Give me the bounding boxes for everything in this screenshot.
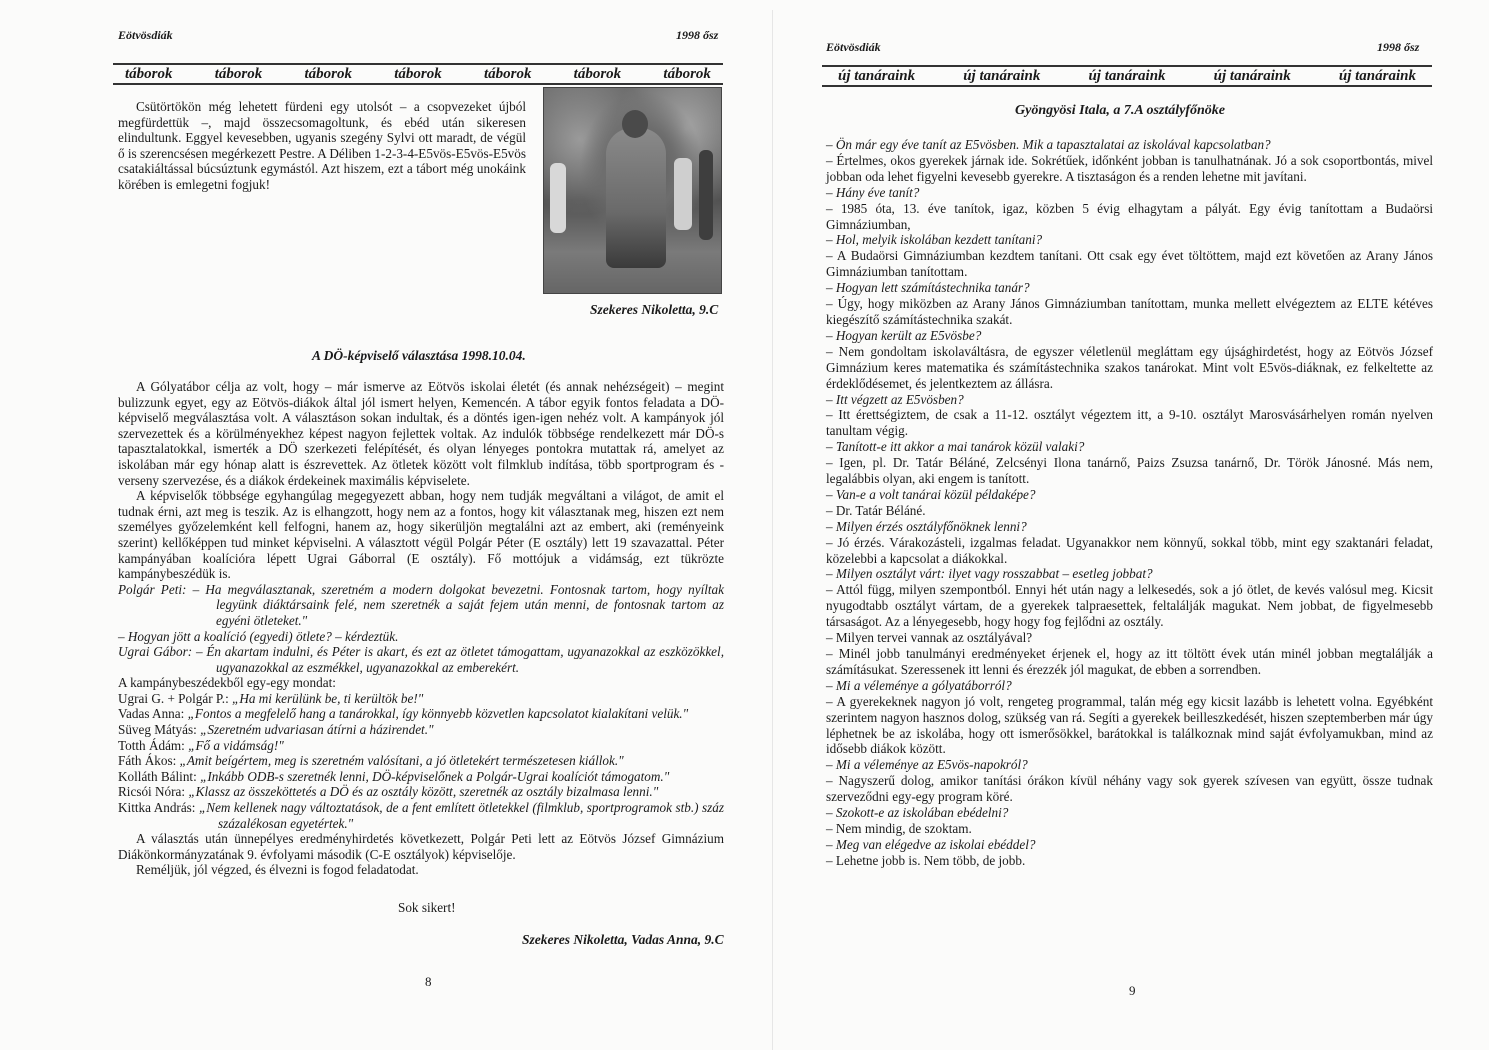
quote-text: „Ha mi kerülünk be, ti kerültök be!" <box>232 690 424 706</box>
section-tab-label: új tanáraink <box>963 67 1041 84</box>
body-paragraph: A képviselők többsége egyhangúlag megegyezett abban, hogy nem tudják megváltani a világot, de amit el tudnak érni, azt meg is teszik. Az is elhangzott, hogy nem az a fontos, hogy kit választanak meg, hiszen ezt nem személyes győzelemként kell felfogni, hanem az, hogy sikerüljön megtalálni azt az embert, aki (reményeink szerint) kellőképpen tud minket képviselni. A választott végül Polgár Péter (E osztály) lett 19 szavazattal. Péter kampányában koalícióra lépett Ugrai Gáborral (E osztály). Fő mottójuk a vidámság, ezt tükrözte kampánybeszédük is. <box>118 488 724 582</box>
section-tab-label: új tanáraink <box>1213 67 1291 84</box>
intro-paragraph: Csütörtökön még lehetett fürdeni egy utolsót – a csopvezeket újból megfürdettük –, majd összecsomagoltunk, és ebéd után sikeresen elindultunk. Eggyel kevesebben, ugyanis szegény Sylvi ott maradt, de végül ő is szerencsésen megérkezett Pestre. A Déliben 1-2-3-4-E5vös-E5vös-E5vös csatakiáltással búcsúztunk egymástól. Azt hiszem, ezt a tábort még unokáink körében is emlegetni fogjuk! <box>118 99 526 192</box>
interview-question: – Mi a véleménye az E5vös-napokról? <box>826 757 1028 773</box>
quote-text: „Fontos a megfelelő hang a tanárokkal, így könnyebb közvetlen kapcsolatot kialakítani velük." <box>187 706 689 722</box>
speaker-name: Kolláth Bálint: <box>118 768 197 784</box>
quote-text: „Amit beígértem, meg is szeretném valósítani, a jó ötletekért természetesen kiállok." <box>179 753 624 769</box>
quote-line <box>118 784 724 800</box>
quote-line <box>118 800 724 831</box>
speaker-name: Polgár Peti: <box>118 581 187 597</box>
closing-paragraph: A választás után ünnepélyes eredményhirdetés következett, Polgár Peti lett az Eötvös József Gimnázium Diákönkormányzatának 9. évfolyami második (C-E osztályok) képviselője. <box>118 831 724 862</box>
interview-question: – Milyen osztályt várt: ilyet vagy rosszabbat – esetleg jobbat? <box>826 566 1153 582</box>
intro-text <box>118 99 526 193</box>
interview-question: – Itt végzett az E5vösben? <box>826 391 964 407</box>
speaker-name: Vadas Anna: <box>118 706 185 722</box>
interview-answer: – Milyen tervei vannak az osztályával? <box>826 630 1033 646</box>
section-tab-label: táborok <box>394 65 442 82</box>
interview-answer: – Nem gondoltam iskolaváltásra, de egyszer véletlenül megláttam egy újsághirdetést, hogy az Eötvös József Gimnázium keres matematika és számítástechnika szakos tanárokat. Mint volt E5vös-diáknak, ez felkeltette az érdeklődésemet, és jelentkeztem az állásra. <box>826 343 1433 391</box>
section-tab-label: táborok <box>214 65 263 82</box>
dialogue-text: – Én akartam indulni, és Péter is akart, és ezt az ötletet támogattam, ugyanazokkal az eszközökkel, ugyanazokkal az eszmékkel, ugyanazokkal az emberekért. <box>195 644 724 675</box>
interview-answer: – Nem mindig, de szoktam. <box>826 820 972 836</box>
body-paragraph: A Gólyatábor célja az volt, hogy – már ismerve az Eötvös iskolai életét (és annak nehézségeit) – megint bulizzunk egyet, egy az Eötvös-diákok által jól ismert helyen, Kemencén. A tábor egyik fontos feladata a DÖ-képviselő megválasztása volt. A választáson sokan indultak, és a döntés igen-igen nehéz volt. A kampányok jól szervezettek és a körülményekhez képest nagyon fejlettek voltak. Az indulók többsége rendelkezett már DÖ-s tapasztalatokkal, ismerték a DÖ szerkezeti felépítését, és olyan lényeges pontokra mutattak rá, amelyet az iskolában már egy hónap alatt is észrevettek. Az ötletek között volt filmklub indítása, több sportprogram és -verseny szervezése, és a diákok érdekeinek maximális képviselete. <box>118 379 724 488</box>
article-title: A DÖ-képviselő választása 1998.10.04. <box>312 348 526 363</box>
quote-text: „Nem kellenek nagy változtatások, de a fent említett ötletekkel (filmklub, sportprogramok stb.) száz százalékosan egyetértek." <box>198 800 724 831</box>
interview-question: – Ön már egy éve tanít az E5vösben. Mik a tapasztalatai az iskolával kapcsolatban? <box>826 137 1271 152</box>
camp-photo <box>543 87 722 294</box>
interview-answer: – A gyerekeknek nagyon jó volt, rengeteg programmal, talán még egy kicsit lazább is lehetett volna. Egyébként szerintem nagyon hasznos dolog, szükség van rá. Segíti a gyerekek beilleszkedését, hiszen szeptemberben már úgy léphetnek be az iskolába, hogy ott ismerősökkel, barátokkal is találkoznak mind saját évfolyamukban, mind az idősebb diákok között. <box>826 693 1433 757</box>
interview-question: – Tanított-e itt akkor a mai tanárok közül valaki? <box>826 439 1085 455</box>
interview-question: – Meg van elégedve az iskolai ebéddel? <box>826 836 1036 852</box>
page-9 <box>770 0 1489 1050</box>
interview-answer: – Itt érettségiztem, de csak a 11-12. osztályt végeztem itt, a 9-10. osztályt Marosvásárhelyen román nyelven tanultam végig. <box>826 407 1433 439</box>
page-number: 9 <box>1129 983 1136 998</box>
dialogue-line <box>118 644 724 675</box>
running-title: Eötvösdiák <box>118 28 173 42</box>
interview-question: – Milyen érzés osztályfőnöknek lenni? <box>826 518 1027 534</box>
byline: Szekeres Nikoletta, Vadas Anna, 9.C <box>522 932 724 947</box>
speaker-name: Süveg Mátyás: <box>118 722 197 738</box>
section-bar <box>822 65 1432 87</box>
speaker-name: Ugrai Gábor: <box>118 644 193 660</box>
interview-answer: – Minél jobb tanulmányi eredményeket érjenek el, hogy az itt töltött évek után minél jobban megtalálják a számításukat. Szeressenek itt lenni és érezzék jól magukat, de ebben a sorrendben. <box>826 646 1433 677</box>
closing-paragraph: Reméljük, jól végzed, és élvezni is fogod feladatodat. <box>136 862 419 878</box>
quote-text: „Inkább ODB-s szeretnék lenni, DÖ-képviselőnek a Polgár-Ugrai koalíciót támogatom." <box>200 768 670 784</box>
interview-answer: – 1985 óta, 13. éve tanítok, igaz, közben 5 évig elhagytam a pályát. Egy évig tanítottam a Budaörsi Gimnáziumban, <box>826 200 1433 232</box>
speaker-name: Ugrai G. + Polgár P.: <box>118 690 229 706</box>
interview-question: – Hogyan lett számítástechnika tanár? <box>826 280 1030 296</box>
sign-off: Sok sikert! <box>398 900 456 915</box>
quote-line <box>118 738 724 754</box>
interview-question: – Hol, melyik iskolában kezdett tanítani? <box>826 232 1043 248</box>
interview-answer: – A Budaörsi Gimnáziumban kezdtem tanítani. Ott csak egy évet töltöttem, majd ezt követően az Arany János Gimnáziumban tanítottam. <box>826 248 1433 280</box>
interview-body <box>826 137 1433 869</box>
section-tab-label: táborok <box>304 65 352 82</box>
running-date: 1998 ősz <box>676 28 719 42</box>
interview-answer: – Nagyszerű dolog, amikor tanítási órákon kívül néhány vagy sok gyerek szívesen van együtt, össze tudnak szerveződni egy-egy program köré. <box>826 773 1433 805</box>
interview-answer: – Igen, pl. Dr. Tatár Béláné, Zelcsényi Ilona tanárnő, Paizs Zsuzsa tanárnő, Dr. Török Jánosné. Más nem, legalábbis olyan, aki engem is tanított. <box>826 455 1433 487</box>
interview-question: – Hogyan került az E5vösbe? <box>826 327 982 343</box>
interview-question: – Van-e a volt tanárai közül példaképe? <box>826 486 1036 502</box>
speaker-name: Fáth Ákos: <box>118 753 177 769</box>
speaker-name: Kittka András: <box>118 800 196 816</box>
section-tab-label: új tanáraink <box>1088 67 1166 84</box>
quote-text: „Fő a vidámság!" <box>188 737 284 753</box>
dialogue-text: – Ha megválasztanak, szeretném a modern dolgokat bevezetni. Fontosnak tartom, hogy nyíltak legyünk diáktársaink felé, nem szeretnék a saját fejem után menni, de fontosnak tartom az egyéni ötleteket." <box>192 581 725 628</box>
dialogue-line <box>118 629 724 645</box>
interview-answer: – Jó érzés. Várakozásteli, izgalmas feladat. Ugyanakkor nem könnyű, sokkal több, mint egy szaktanári feladat, közelebbi a kapcsolat a diákokkal. <box>826 534 1433 566</box>
page-number: 8 <box>425 974 432 989</box>
quote-line <box>118 691 724 707</box>
speaker-name: Totth Ádám: <box>118 737 185 753</box>
section-bar <box>113 63 723 85</box>
running-date: 1998 ősz <box>1377 40 1420 54</box>
running-title: Eötvösdiák <box>826 40 881 54</box>
article-title: Gyöngyösi Itala, a 7.A osztályfőnöke <box>1015 103 1226 118</box>
quote-text: „Klassz az összeköttetés a DÖ és az osztály között, szeretnék az osztály bizalmasa lenni." <box>188 784 659 800</box>
quote-text: „Szeretném udvariasan átírni a házirendet." <box>200 722 434 738</box>
section-tab-label: táborok <box>125 65 173 82</box>
interview-answer: – Dr. Tatár Béláné. <box>826 502 926 518</box>
interview-question: – Szokott-e az iskolában ebédelni? <box>826 805 1009 821</box>
interview-answer: – Úgy, hogy miközben az Arany János Gimnáziumban tanítottam, munka mellett elvégeztem az ELTE kétéves kiegészítő számítástechnika szakát. <box>826 296 1433 327</box>
section-tab-label: táborok <box>663 65 711 82</box>
photo-credit: Szekeres Nikoletta, 9.C <box>590 302 719 317</box>
quote-line <box>118 706 724 722</box>
speaker-name: Ricsói Nóra: <box>118 784 186 800</box>
dialogue-text: – Hogyan jött a koalíció (egyedi) ötlete? – kérdeztük. <box>118 628 399 644</box>
quotes-intro: A kampánybeszédekből egy-egy mondat: <box>118 675 336 691</box>
section-tab-label: táborok <box>573 65 622 82</box>
section-tab-label: új tanáraink <box>838 67 916 84</box>
interview-answer: – Lehetne jobb is. Nem több, de jobb. <box>826 852 1026 868</box>
quote-line <box>118 722 724 738</box>
section-tab-label: táborok <box>483 65 532 82</box>
section-tab-label: új tanáraink <box>1338 67 1416 84</box>
interview-question: – Mi a véleménye a gólyatáborról? <box>826 677 1012 693</box>
quote-line <box>118 769 724 785</box>
quote-line <box>118 753 724 769</box>
interview-question: – Hány éve tanít? <box>826 184 920 200</box>
interview-answer: – Értelmes, okos gyerekek járnak ide. Sokrétűek, időnként jobban is tanulhatnának. Jó a sok csoportbontás, mivel jobban oda lehet figyelni kevesebb gyerekre. A tisztaságon és a renden lehetne mit javítani. <box>826 152 1433 184</box>
interview-answer: – Attól függ, milyen szempontból. Ennyi hét után nagy a lelkesedés, sok a jó ötlet, de kevés valósul meg. Kicsit nyugodtabb osztályt vártam, de a gyerekek talpraesettek, feltalálják magukat. Nem jobbat, de figyelmesebb társaságot. Az a lényegesebb, hogy hogy fog fejlődni az osztály. <box>826 582 1433 630</box>
article-body <box>118 379 724 878</box>
dialogue-line <box>118 582 724 629</box>
